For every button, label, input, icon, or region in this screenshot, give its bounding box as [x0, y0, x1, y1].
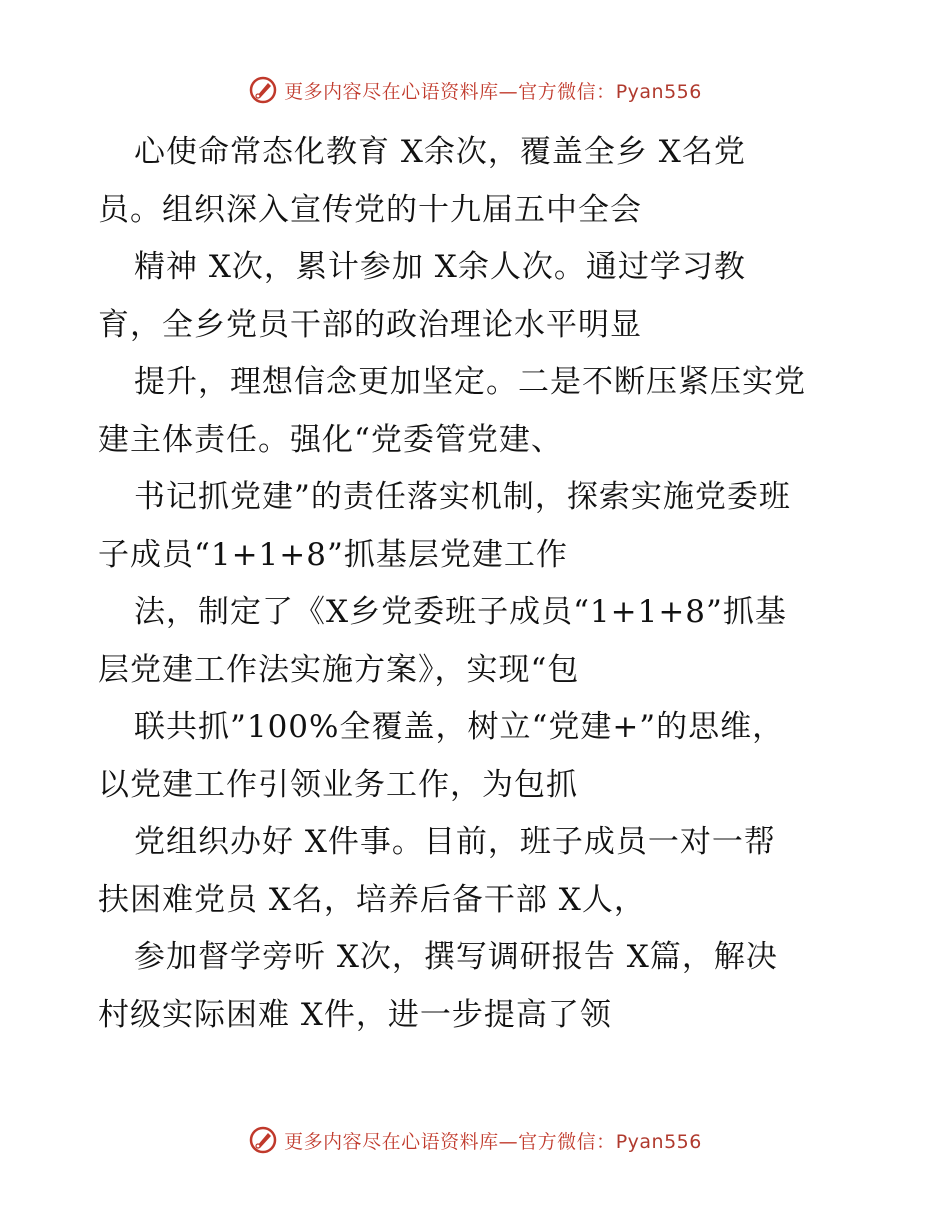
text-line: 提升，理想信念更加坚定。二是不断压紧压实党	[134, 364, 806, 400]
text-line: 法，制定了《X乡党委班子成员“1+1+8”抓基	[134, 594, 787, 630]
banner-wechat-id: Pyan556	[615, 80, 702, 103]
text-line: 书记抓党建”的责任落实机制，探索实施党委班	[134, 479, 791, 515]
logo-icon	[248, 1125, 278, 1155]
text-line: 子成员“1+1+8”抓基层党建工作	[98, 536, 568, 573]
text-line: 育，全乡党员干部的政治理论水平明显	[98, 306, 642, 343]
text-line: 扶困难党员 X名，培养后备干部 X人，	[98, 881, 646, 918]
text-line: 以党建工作引领业务工作，为包抓	[98, 766, 578, 803]
text-line: 建主体责任。强化“党委管党建、	[98, 421, 563, 458]
logo-icon	[248, 75, 278, 105]
text-line: 层党建工作法实施方案》，实现“包	[98, 651, 580, 688]
header-banner	[0, 70, 950, 110]
footer-banner	[0, 1120, 950, 1160]
banner-site-text: 更多内容尽在心语资料库	[284, 80, 499, 103]
text-line: 党组织办好 X件事。目前，班子成员一对一帮	[134, 824, 776, 860]
banner-separator: —	[498, 1130, 519, 1153]
text-line: 心使命常态化教育 X余次，覆盖全乡 X名党	[134, 134, 746, 170]
text-line: 精神 X次，累计参加 X余人次。通过学习教	[134, 249, 746, 285]
banner-wechat-id: Pyan556	[615, 1130, 702, 1153]
banner-wechat-label: 官方微信：	[518, 80, 616, 103]
text-line: 员。组织深入宣传党的十九届五中全会	[98, 191, 642, 228]
document-body	[98, 124, 878, 1044]
text-line: 联共抓”100%全覆盖，树立“党建+”的思维，	[134, 709, 785, 745]
banner-wechat-label: 官方微信：	[518, 1130, 616, 1153]
text-line: 村级实际困难 X件，进一步提高了领	[98, 996, 612, 1033]
banner-text	[284, 1127, 702, 1154]
banner-site-text: 更多内容尽在心语资料库	[284, 1130, 499, 1153]
banner-separator: —	[498, 80, 519, 103]
banner-text	[284, 77, 702, 104]
text-line: 参加督学旁听 X次，撰写调研报告 X篇，解决	[134, 939, 778, 975]
